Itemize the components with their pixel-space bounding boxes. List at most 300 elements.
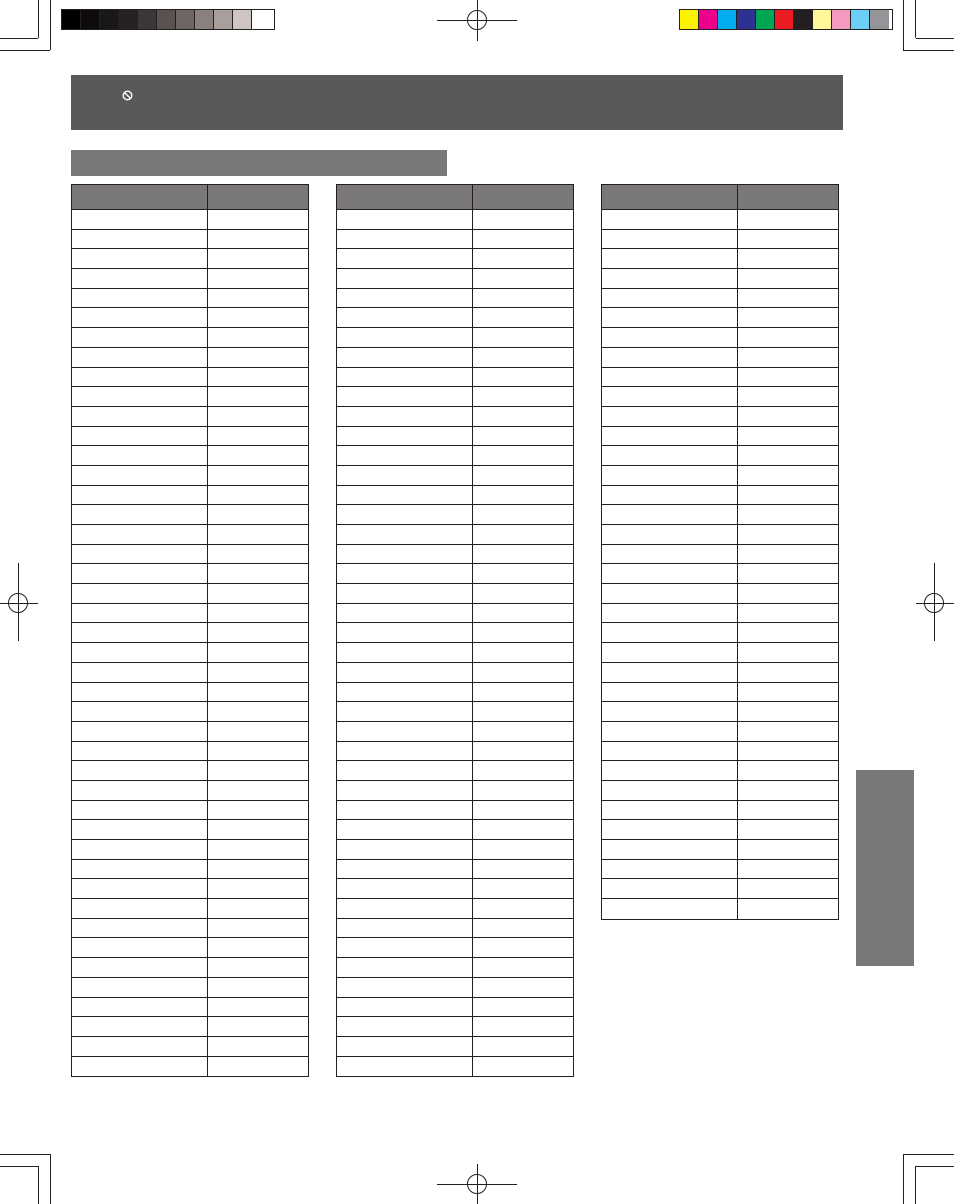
table-cell [602, 643, 738, 662]
table-row [602, 663, 838, 683]
table-cell [208, 230, 308, 249]
table-cell [208, 525, 308, 544]
table-row [337, 742, 573, 762]
table-cell [602, 269, 738, 288]
table-cell [738, 742, 838, 761]
table-row [337, 564, 573, 584]
table-cell [208, 722, 308, 741]
table-row [337, 860, 573, 880]
table-cell [72, 427, 208, 446]
table-cell [738, 230, 838, 249]
table-cell [473, 584, 573, 603]
table-cell [208, 407, 308, 426]
table-cell [208, 899, 308, 918]
table-cell [337, 387, 473, 406]
table-cell [72, 348, 208, 367]
table-row [337, 289, 573, 309]
table-header [72, 185, 308, 210]
table-cell [738, 564, 838, 583]
table-row [72, 1017, 308, 1037]
color-swatch [62, 10, 81, 29]
table-cell [72, 702, 208, 721]
table-row [602, 269, 838, 289]
table-row [337, 1017, 573, 1037]
table-cell [602, 702, 738, 721]
table-row [72, 348, 308, 368]
table-cell [738, 683, 838, 702]
table-row [72, 879, 308, 899]
table-cell [473, 387, 573, 406]
table-cell [337, 801, 473, 820]
table-row [602, 643, 838, 663]
table-cell [738, 643, 838, 662]
table-cell [72, 210, 208, 229]
table-cell [208, 820, 308, 839]
data-table [71, 184, 309, 1077]
table-row [72, 308, 308, 328]
table-cell [473, 1057, 573, 1077]
crop-mark [38, 1166, 39, 1204]
table-cell [473, 308, 573, 327]
table-cell [337, 269, 473, 288]
table-cell [208, 978, 308, 997]
table-cell [337, 683, 473, 702]
table-row [72, 742, 308, 762]
process-color-bar [679, 9, 893, 30]
table-cell [473, 879, 573, 898]
table-row [602, 289, 838, 309]
color-swatch [680, 10, 699, 29]
table-row [72, 840, 308, 860]
crop-mark [0, 1166, 38, 1167]
table-cell [72, 230, 208, 249]
color-swatch [214, 10, 233, 29]
table-row [337, 348, 573, 368]
table-cell [208, 958, 308, 977]
table-cell [337, 1037, 473, 1056]
table-cell [473, 427, 573, 446]
color-swatch [851, 10, 870, 29]
table-row [72, 781, 308, 801]
table-cell [473, 998, 573, 1017]
table-cell [738, 249, 838, 268]
header-cell [208, 185, 308, 209]
table-cell [602, 860, 738, 879]
header-cell [473, 185, 573, 209]
table-row [602, 446, 838, 466]
table-cell [72, 1017, 208, 1036]
table-cell [337, 663, 473, 682]
table-cell [738, 545, 838, 564]
table-cell [738, 781, 838, 800]
table-cell [208, 348, 308, 367]
table-row [602, 564, 838, 584]
table-row [72, 860, 308, 880]
table-cell [337, 525, 473, 544]
table-row [602, 230, 838, 250]
table-row [337, 820, 573, 840]
table-cell [72, 604, 208, 623]
table-cell [602, 505, 738, 524]
table-cell [738, 407, 838, 426]
table-cell [72, 938, 208, 957]
table-row [602, 368, 838, 388]
table-row [337, 702, 573, 722]
color-swatch [794, 10, 813, 29]
table-cell [208, 643, 308, 662]
color-swatch [775, 10, 794, 29]
table-cell [602, 899, 738, 919]
table-cell [473, 722, 573, 741]
table-cell [208, 387, 308, 406]
table-cell [72, 1037, 208, 1056]
table-cell [208, 328, 308, 347]
table-cell [337, 1017, 473, 1036]
table-row [72, 623, 308, 643]
table-cell [738, 879, 838, 898]
table-cell [337, 919, 473, 938]
table-row [72, 289, 308, 309]
table-cell [473, 820, 573, 839]
table-cell [602, 584, 738, 603]
table-cell [473, 230, 573, 249]
color-swatch [699, 10, 718, 29]
table-cell [602, 683, 738, 702]
table-cell [738, 860, 838, 879]
header-banner [71, 75, 843, 130]
table-cell [208, 683, 308, 702]
table-row [72, 210, 308, 230]
table-cell [208, 840, 308, 859]
header-cell [602, 185, 738, 209]
table-cell [337, 761, 473, 780]
table-row [72, 722, 308, 742]
table-row [72, 958, 308, 978]
table-cell [72, 1057, 208, 1077]
table-cell [473, 505, 573, 524]
color-swatch [813, 10, 832, 29]
table-cell [337, 820, 473, 839]
table-cell [473, 623, 573, 642]
table-cell [738, 840, 838, 859]
table-cell [602, 525, 738, 544]
table-cell [337, 879, 473, 898]
table-cell [602, 407, 738, 426]
table-cell [337, 446, 473, 465]
table-cell [337, 938, 473, 957]
color-swatch [233, 10, 252, 29]
table-row [72, 545, 308, 565]
table-cell [72, 820, 208, 839]
table-cell [72, 722, 208, 741]
table-cell [473, 269, 573, 288]
table-row [72, 564, 308, 584]
table-cell [208, 604, 308, 623]
table-row [337, 210, 573, 230]
table-cell [473, 407, 573, 426]
table-cell [72, 289, 208, 308]
table-cell [602, 348, 738, 367]
table-cell [337, 899, 473, 918]
table-row [337, 387, 573, 407]
table-row [72, 505, 308, 525]
table-row [602, 427, 838, 447]
table-row [72, 998, 308, 1018]
table-cell [337, 722, 473, 741]
table-row [337, 919, 573, 939]
table-cell [473, 978, 573, 997]
table-cell [738, 446, 838, 465]
table-row [72, 1057, 308, 1077]
table-row [72, 919, 308, 939]
table-cell [473, 604, 573, 623]
color-swatch [756, 10, 775, 29]
crop-mark [0, 50, 50, 51]
table-cell [337, 781, 473, 800]
table-row [602, 623, 838, 643]
table-cell [738, 899, 838, 919]
table-cell [473, 761, 573, 780]
table-cell [208, 505, 308, 524]
table-row [602, 761, 838, 781]
table-cell [208, 564, 308, 583]
table-row [337, 505, 573, 525]
crop-mark [38, 0, 39, 38]
table-row [72, 978, 308, 998]
table-row [72, 486, 308, 506]
table-row [72, 230, 308, 250]
table-cell [602, 328, 738, 347]
table-cell [602, 840, 738, 859]
table-row [602, 781, 838, 801]
table-cell [738, 387, 838, 406]
table-row [602, 505, 838, 525]
table-cell [337, 702, 473, 721]
table-cell [473, 683, 573, 702]
table-cell [72, 781, 208, 800]
table-cell [72, 564, 208, 583]
table-row [602, 722, 838, 742]
table-row [337, 545, 573, 565]
table-cell [337, 407, 473, 426]
table-row [602, 702, 838, 722]
table-cell [208, 1017, 308, 1036]
table-cell [337, 427, 473, 446]
table-cell [473, 860, 573, 879]
table-cell [208, 1037, 308, 1056]
table-cell [72, 742, 208, 761]
table-row [72, 584, 308, 604]
prohibit-icon [122, 90, 133, 101]
table-cell [337, 564, 473, 583]
color-swatch [718, 10, 737, 29]
table-row [337, 801, 573, 821]
table-row [337, 269, 573, 289]
crop-mark [903, 0, 904, 50]
table-cell [72, 387, 208, 406]
table-cell [602, 368, 738, 387]
table-cell [738, 584, 838, 603]
table-row [72, 604, 308, 624]
crop-mark [0, 603, 38, 604]
table-cell [473, 466, 573, 485]
table-cell [738, 348, 838, 367]
table-row [72, 269, 308, 289]
table-cell [208, 545, 308, 564]
table-row [602, 683, 838, 703]
table-cell [473, 1037, 573, 1056]
table-cell [72, 663, 208, 682]
table-cell [602, 879, 738, 898]
table-row [337, 466, 573, 486]
table-cell [602, 761, 738, 780]
table-row [72, 525, 308, 545]
table-row [337, 998, 573, 1018]
table-cell [208, 781, 308, 800]
table-cell [208, 742, 308, 761]
side-index-tab [856, 770, 914, 966]
table-cell [208, 289, 308, 308]
table-row [602, 525, 838, 545]
table-row [337, 781, 573, 801]
table-cell [337, 505, 473, 524]
table-cell [208, 308, 308, 327]
table-cell [208, 486, 308, 505]
table-cell [72, 958, 208, 977]
table-cell [473, 1017, 573, 1036]
table-row [602, 466, 838, 486]
crop-mark [903, 1154, 954, 1155]
table-row [602, 584, 838, 604]
table-cell [72, 623, 208, 642]
table-cell [208, 998, 308, 1017]
table-cell [738, 663, 838, 682]
crop-mark [916, 38, 954, 39]
table-cell [602, 308, 738, 327]
table-row [72, 938, 308, 958]
table-row [337, 958, 573, 978]
table-cell [72, 899, 208, 918]
table-cell [72, 505, 208, 524]
color-swatch [252, 10, 271, 29]
table-cell [72, 328, 208, 347]
table-cell [602, 486, 738, 505]
table-row [337, 486, 573, 506]
table-header [602, 185, 838, 210]
table-row [337, 308, 573, 328]
table-cell [208, 427, 308, 446]
table-cell [337, 998, 473, 1017]
table-row [602, 820, 838, 840]
table-cell [602, 446, 738, 465]
table-cell [72, 249, 208, 268]
table-row [602, 545, 838, 565]
table-cell [208, 210, 308, 229]
table-row [337, 407, 573, 427]
table-cell [473, 486, 573, 505]
table-row [602, 604, 838, 624]
table-row [337, 1037, 573, 1057]
table-cell [602, 427, 738, 446]
table-row [72, 643, 308, 663]
table-cell [738, 702, 838, 721]
table-row [602, 879, 838, 899]
color-swatch [832, 10, 851, 29]
table-cell [337, 545, 473, 564]
table-cell [602, 466, 738, 485]
color-swatch [870, 10, 889, 29]
table-cell [738, 505, 838, 524]
table-cell [72, 978, 208, 997]
table-cell [473, 249, 573, 268]
table-row [337, 879, 573, 899]
table-cell [72, 643, 208, 662]
table-cell [72, 486, 208, 505]
table-cell [208, 1057, 308, 1077]
table-row [337, 328, 573, 348]
table-row [602, 210, 838, 230]
table-cell [72, 998, 208, 1017]
table-cell [72, 446, 208, 465]
table-cell [738, 801, 838, 820]
table-cell [208, 860, 308, 879]
table-cell [738, 722, 838, 741]
color-swatch [195, 10, 214, 29]
table-row [72, 820, 308, 840]
table-cell [473, 938, 573, 957]
table-cell [208, 368, 308, 387]
table-row [337, 722, 573, 742]
crop-mark [50, 0, 51, 50]
table-row [337, 899, 573, 919]
crop-mark [903, 50, 954, 51]
table-cell [602, 564, 738, 583]
table-row [337, 663, 573, 683]
table-cell [473, 328, 573, 347]
table-cell [602, 742, 738, 761]
table-cell [72, 683, 208, 702]
table-cell [337, 584, 473, 603]
color-swatch [100, 10, 119, 29]
table-row [72, 407, 308, 427]
table-cell [208, 663, 308, 682]
table-row [72, 249, 308, 269]
crop-mark [18, 563, 19, 641]
table-row [337, 584, 573, 604]
table-cell [337, 1057, 473, 1077]
table-row [72, 683, 308, 703]
table-cell [738, 427, 838, 446]
table-cell [72, 545, 208, 564]
crop-mark [903, 1154, 904, 1204]
table-cell [473, 702, 573, 721]
table-cell [208, 801, 308, 820]
table-cell [337, 860, 473, 879]
crop-mark [915, 0, 916, 38]
table-cell [337, 368, 473, 387]
table-row [337, 683, 573, 703]
data-table [601, 184, 839, 920]
table-cell [337, 249, 473, 268]
table-cell [337, 840, 473, 859]
table-cell [473, 781, 573, 800]
table-row [72, 368, 308, 388]
table-row [337, 604, 573, 624]
table-cell [602, 801, 738, 820]
table-cell [738, 604, 838, 623]
table-row [602, 486, 838, 506]
table-cell [72, 584, 208, 603]
